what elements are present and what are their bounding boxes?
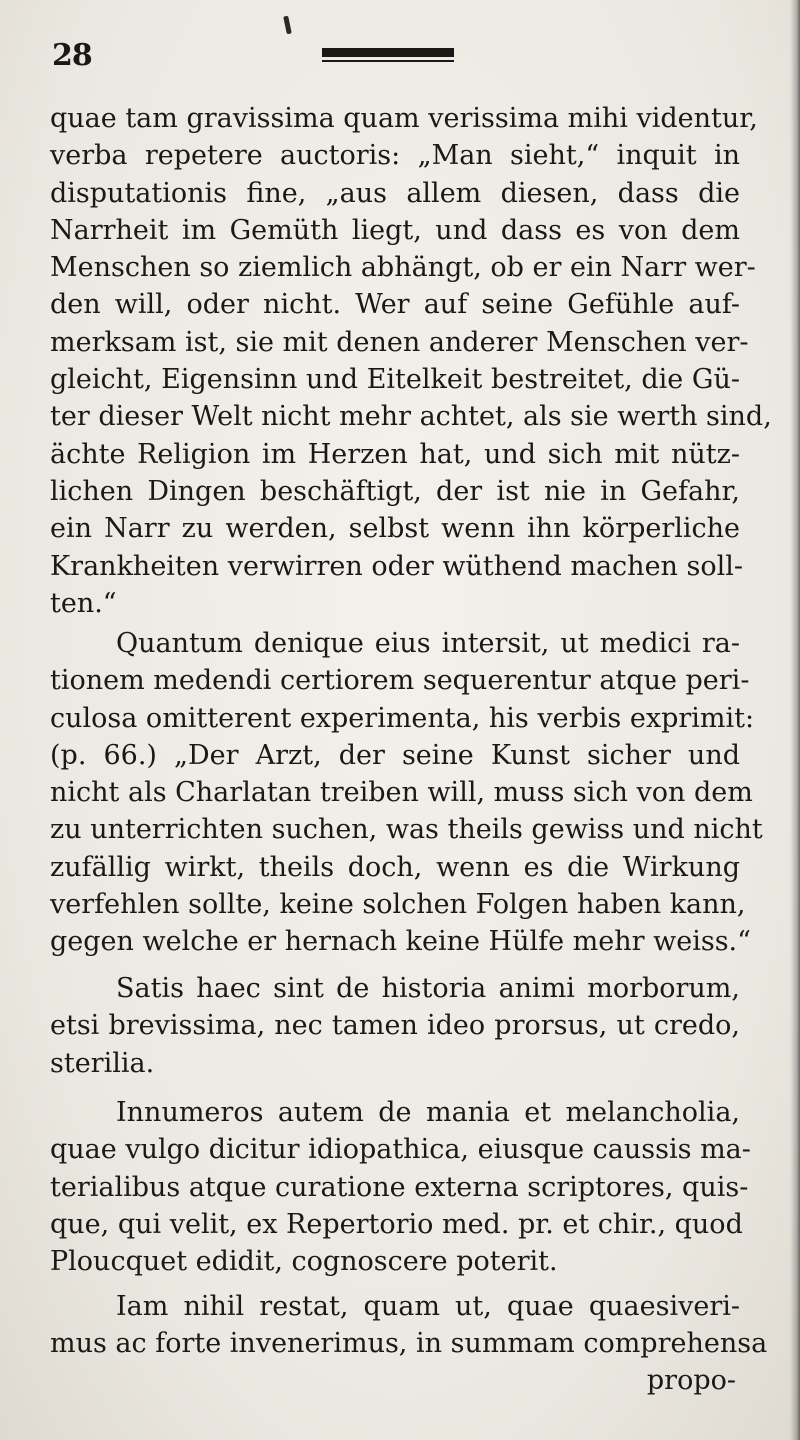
paragraph-5 bbox=[50, 1288, 768, 1363]
text-line: culosa omitterent experimenta, his verbis exprimit: bbox=[50, 702, 755, 734]
text-line: terialibus atque curatione externa scriptores, quis- bbox=[50, 1171, 749, 1203]
text-line: zu unterrichten suchen, was theils gewiss und nicht bbox=[50, 814, 763, 846]
paragraph-4 bbox=[50, 1094, 751, 1280]
ink-blot bbox=[283, 16, 292, 35]
text-line: gleicht, Eigensinn und Eitelkeit bestreitet, die Gü- bbox=[50, 364, 740, 396]
text-line: merksam ist, sie mit denen anderer Menschen ver- bbox=[50, 326, 749, 358]
text-line: gegen welche er hernach keine Hülfe mehr weiss.“ bbox=[50, 926, 751, 958]
text-line: lichen Dingen beschäftigt, der ist nie in Gefahr, bbox=[50, 475, 740, 507]
text-line: ächte Religion im Herzen hat, und sich mit nütz- bbox=[50, 438, 740, 470]
text-line: Ploucquet edidit, cognoscere poterit. bbox=[50, 1246, 558, 1278]
text-line: Narrheit im Gemüth liegt, und dass es von dem bbox=[50, 214, 740, 246]
text-line: disputationis fine, „aus allem diesen, dass die bbox=[50, 177, 740, 209]
text-line: verba repetere auctoris: „Man sieht,“ inquit in bbox=[50, 140, 740, 172]
text-line: etsi brevissima, nec tamen ideo prorsus, ut credo, bbox=[50, 1010, 740, 1042]
text-line: tionem medendi certiorem sequerentur atque peri- bbox=[50, 665, 750, 697]
text-line: Satis haec sint de historia animi morborum, bbox=[116, 973, 740, 1004]
paragraph-3 bbox=[50, 970, 740, 1082]
text-line: Krankheiten verwirren oder wüthend machen soll- bbox=[50, 550, 744, 582]
text-line: den will, oder nicht. Wer auf seine Gefühle auf- bbox=[50, 289, 740, 321]
paragraph-1 bbox=[50, 100, 772, 622]
catchword: propo- bbox=[646, 1365, 736, 1396]
text-line: quae vulgo dicitur idiopathica, eiusque caussis ma- bbox=[50, 1134, 751, 1166]
page-number: 28 bbox=[52, 38, 92, 73]
text-line: que, qui velit, ex Repertorio med. pr. et chir., quod bbox=[50, 1208, 743, 1240]
paragraph-2 bbox=[50, 625, 763, 961]
text-line: sterilia. bbox=[50, 1047, 155, 1079]
text-line: Iam nihil restat, quam ut, quae quaesiveri- bbox=[116, 1291, 740, 1322]
text-line: ein Narr zu werden, selbst wenn ihn körperliche bbox=[50, 513, 740, 545]
text-line: ter dieser Welt nicht mehr achtet, als sie werth sind, bbox=[50, 401, 772, 433]
text-line: nicht als Charlatan treiben will, muss sich von dem bbox=[50, 777, 753, 809]
text-line: quae tam gravissima quam verissima mihi videntur, bbox=[50, 103, 758, 134]
text-line: Menschen so ziemlich abhängt, ob er ein Narr wer- bbox=[50, 252, 756, 284]
text-line: (p. 66.) „Der Arzt, der seine Kunst sicher und bbox=[50, 739, 740, 771]
text-line: verfehlen sollte, keine solchen Folgen haben kann, bbox=[50, 889, 746, 921]
text-line: Quantum denique eius intersit, ut medici ra- bbox=[116, 628, 740, 659]
header-rule bbox=[322, 48, 454, 57]
page-edge-shadow bbox=[790, 0, 800, 1440]
text-line: Innumeros autem de mania et melancholia, bbox=[116, 1097, 740, 1128]
text-line: ten.“ bbox=[50, 587, 117, 619]
text-line: mus ac forte invenerimus, in summam comprehensa bbox=[50, 1328, 768, 1360]
text-line: zufällig wirkt, theils doch, wenn es die Wirkung bbox=[50, 851, 740, 883]
